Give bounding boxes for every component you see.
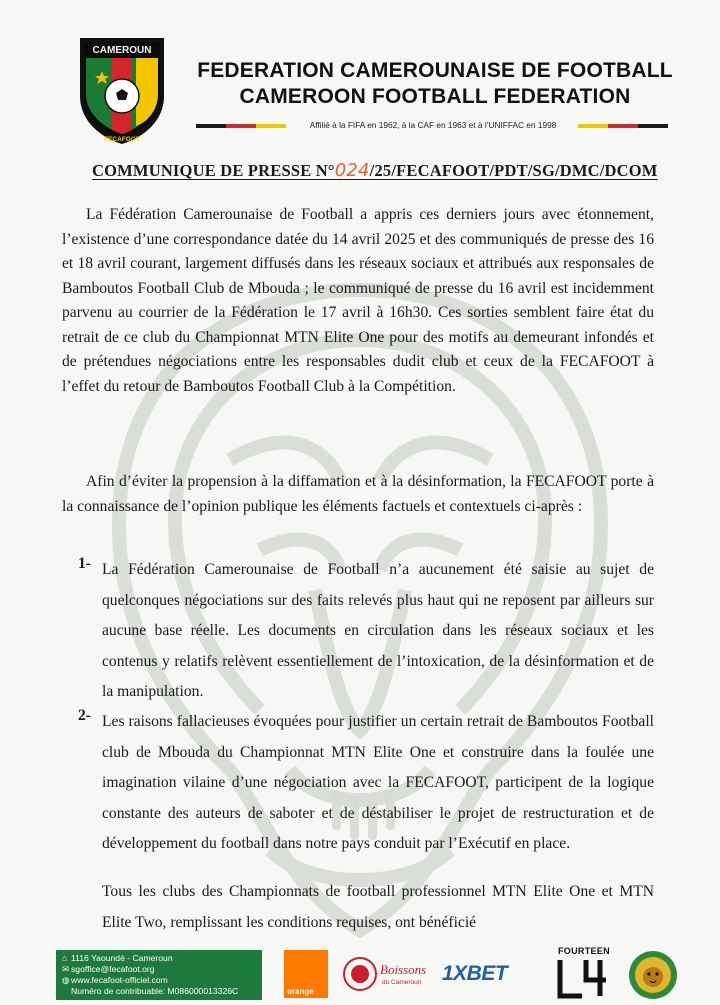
mail-icon: ✉: [62, 964, 70, 974]
footer-contact-block: [56, 950, 262, 1000]
orange-sponsor-logo: orange: [284, 950, 328, 998]
title-suffix: /25/FECAFOOT/PDT/SG/DMC/DCOM: [369, 161, 658, 180]
home-icon: ⌂: [62, 953, 68, 963]
paragraph-1: La Fédération Camerounaise de Football a appris ces derniers jours avec étonnement, l’existence d’une correspondance datée du 14 avril 2025 et des communiqués de presse des 16 et 18 avril courant, largement diffusés dans les réseaux sociaux et attribués aux responsales de Bamboutos Football Club de Mbouda ; le communiqué de presse du 16 avril est incidemment parvenu au courrier de la Fédération le 17 avril à 16h30. Ces sorties semblent faire état du retrait de ce club du Championnat MTN Elite One pour des motifs au demeurant infondés et de prétendues négociations entre les responsables dudit club et ceux de la FECAFOOT à l’effet du retour de Bamboutos Football Club à la Compétition.: [62, 206, 654, 395]
federation-title-en: CAMEROON FOOTBALL FEDERATION: [239, 85, 631, 108]
crest-top-text: CAMEROUN: [92, 45, 152, 56]
fourteen-sponsor-logo: FOURTEEN: [556, 946, 616, 1000]
1xbet-sponsor-logo: 1XBET: [442, 962, 508, 985]
boissons-sponsor-logo: Boissons du Cameroun: [342, 952, 430, 996]
footer-website[interactable]: ◍ www.fecafoot-officiel.com: [62, 975, 168, 985]
federation-title-fr: FEDERATION CAMEROUNAISE DE FOOTBALL: [197, 59, 673, 82]
crest-bottom-text: FECAFOOT: [104, 136, 140, 143]
item-2-text: Les raisons fallacieuses évoquées pour justifier un certain retrait de Bamboutos Football club de Mbouda du Championnat MTN Elite One et construire dans la foulée une imagination vilaine d’une négociation avec la FECAFOOT, participent de la logique constante des auteurs de saboter et de déstabiliser le projet de restructuration et de développement du football dans notre pays conduit par l’Exécutif en place.: [102, 713, 654, 853]
affiliation-text: Affilié à la FIFA en 1962, à la CAF en 1963 et à l’UNIFFAC en 1998: [309, 120, 557, 130]
boissons-emblem-icon: [342, 952, 378, 996]
press-release-title: [92, 160, 658, 181]
item-1-number: 1-: [78, 555, 91, 572]
flag-stripe-left: [196, 124, 286, 128]
paragraph-3: Tous les clubs des Championnats de football professionnel MTN Elite One et MTN Elite Two, remplissant les conditions requises, ont bénéficié: [102, 883, 654, 931]
footer-taxpayer-number: Numéro de contribuable: M086000013326C: [71, 986, 239, 996]
item-2-number: 2-: [78, 707, 91, 724]
globe-icon: ◍: [62, 975, 70, 985]
paragraph-2: Afin d’éviter la propension à la diffamation et à la désinformation, la FECAFOOT porte à la connaissance de l’opinion publique les éléments factuels et contextuels ci-après :: [62, 473, 654, 515]
handwritten-number: 024: [334, 160, 370, 181]
lion-badge-icon: [628, 950, 678, 1000]
footer-address: ⌂ 1116 Yaoundé - Cameroun: [62, 953, 173, 963]
title-prefix: COMMUNIQUE DE PRESSE N°: [92, 161, 335, 180]
footer-email[interactable]: ✉ sgoffice@fecafoot.org: [62, 964, 155, 974]
fourteen-mark-icon: [556, 958, 612, 1000]
item-1-text: La Fédération Camerounaise de Football n’a aucunement été saisie au sujet de quelconques négociations sur des faits relevés plus haut qui ne reposent par ailleurs sur aucune base réelle. Les documents en circulation dans les réseaux sociaux et les contenus y relatifs relèvent essentiellement de l’intoxication, de la désinformation et de la manipulation.: [102, 561, 654, 701]
fecafoot-crest-icon: [76, 34, 168, 146]
flag-stripe-right: [578, 124, 668, 128]
